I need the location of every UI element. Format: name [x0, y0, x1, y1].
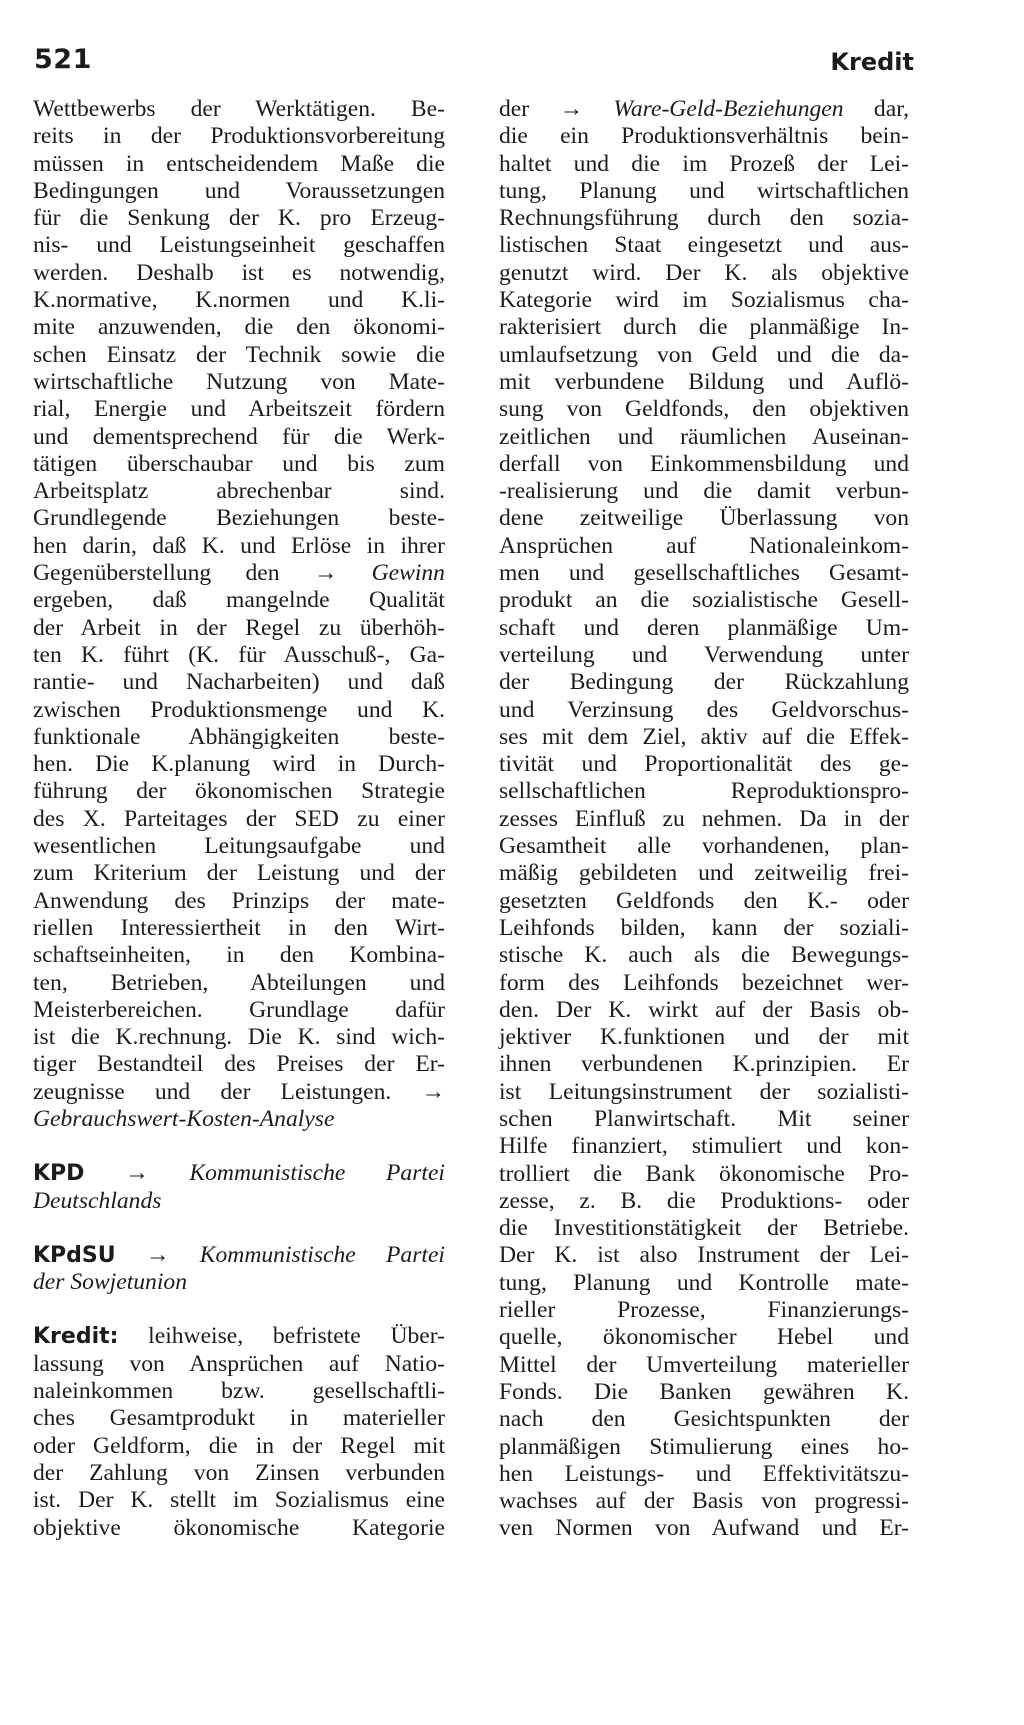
entry-gap [33, 1296, 445, 1323]
text-line: schen Planwirtschaft. Mit seiner [499, 1105, 909, 1132]
text-line: ten, Betrieben, Abteilungen und [33, 969, 445, 996]
text-line-with-reference [499, 96, 909, 123]
text-line: sellschaftlichen Reproduktionspro- [499, 778, 909, 805]
text-line: planmäßigen Stimulierung eines ho- [499, 1433, 909, 1460]
text-line: Rechnungsführung durch den sozia- [499, 205, 909, 232]
text-line: müssen in entscheidendem Maße die [33, 150, 445, 177]
text-line: rantie- und Nacharbeiten) und daß [33, 669, 445, 696]
text-line: wirtschaftliche Nutzung von Mate- [33, 368, 445, 395]
cross-reference-arrow: → [559, 96, 584, 122]
text-line: zwischen Produktionsmenge und K. [33, 696, 445, 723]
text-line: -realisierung und die damit verbun- [499, 478, 909, 505]
text-line: umlaufsetzung von Geld und die da- [499, 341, 909, 368]
entry-kredit [33, 1323, 445, 1541]
text-line: objektive ökonomische Kategorie [33, 1514, 445, 1541]
cross-reference-kpd[interactable]: Kommunistische Partei [189, 1160, 445, 1187]
text-line: mäßig gebildeten und zeitweilig frei- [499, 860, 909, 887]
text-line: zum Kriterium der Leistung und der [33, 860, 445, 887]
text-line: ist die K.rechnung. Die K. sind wich- [33, 1024, 445, 1051]
text-line: quelle, ökonomischer Hebel und [499, 1324, 909, 1351]
text-line: genutzt wird. Der K. als objektive [499, 259, 909, 286]
running-head: Kredit [830, 48, 914, 76]
text-line: schaft und deren planmäßige Um- [499, 614, 909, 641]
text-line: hen Leistungs- und Effektivitätszu- [499, 1460, 909, 1487]
entry-line [33, 1323, 445, 1350]
text-line: rieller Prozesse, Finanzierungs- [499, 1297, 909, 1324]
text-line: ches Gesamtprodukt in materieller [33, 1405, 445, 1432]
text-fragment: der [499, 96, 530, 122]
text-line: Bedingungen und Voraussetzungen [33, 177, 445, 204]
text-line: zesse, z. B. die Produktions- oder [499, 1187, 909, 1214]
cross-reference-arrow: → [145, 1241, 170, 1268]
text-line: produkt an die sozialistische Gesell- [499, 587, 909, 614]
text-line: oder Geldform, die in der Regel mit [33, 1432, 445, 1459]
headword-kredit: Kredit: [33, 1324, 119, 1350]
text-line: schaftseinheiten, in den Kombina- [33, 942, 445, 969]
text-line: tung, Planung und wirtschaftlichen [499, 177, 909, 204]
text-line: ergeben, daß mangelnde Qualität [33, 587, 445, 614]
text-line: tivität und Proportionalität des ge- [499, 751, 909, 778]
cross-reference-gewinn[interactable]: Gewinn [371, 560, 445, 587]
text-line: werden. Deshalb ist es notwendig, [33, 259, 445, 286]
cross-reference-arrow: → [421, 1078, 445, 1105]
page-number: 521 [34, 44, 92, 75]
text-line: und dementsprechend für die Werk- [33, 423, 445, 450]
text-line: ist. Der K. stellt im Sozialismus eine [33, 1487, 445, 1514]
text-line: Mittel der Umverteilung materieller [499, 1351, 909, 1378]
text-line: der Arbeit in der Regel zu überhöh- [33, 614, 445, 641]
text-line: funktionale Abhängigkeiten beste- [33, 723, 445, 750]
text-line: riellen Interessiertheit in den Wirt- [33, 914, 445, 941]
text-line: wesentlichen Leitungsaufgabe und [33, 833, 445, 860]
text-line: Ansprüchen auf Nationaleinkom- [499, 532, 909, 559]
entry-line [33, 1160, 445, 1187]
text-line: ihnen verbundenen K.prinzipien. Er [499, 1051, 909, 1078]
text-line: Wettbewerbs der Werktätigen. Be- [33, 96, 445, 122]
text-line: reits in der Produktionsvorbereitung [33, 123, 445, 150]
text-line: mite anzuwenden, die den ökonomi- [33, 314, 445, 341]
text-fragment: Gegenüberstellung den [33, 560, 280, 587]
kosten-entry-continuation [33, 96, 445, 1133]
cross-reference-arrow: → [313, 560, 338, 587]
text-line: die Investitionstätigkeit der Betriebe. [499, 1215, 909, 1242]
text-line: ven Normen von Aufwand und Er- [499, 1515, 909, 1542]
cross-reference-kpdsu[interactable]: Kommunistische Partei [199, 1241, 445, 1268]
text-line: rakterisiert durch die planmäßige In- [499, 314, 909, 341]
text-line: ist Leitungsinstrument der sozialisti- [499, 1078, 909, 1105]
text-line: ses mit dem Ziel, aktiv auf die Effek- [499, 723, 909, 750]
text-line: hen darin, daß K. und Erlöse in ihrer [33, 532, 445, 559]
text-line: Meisterbereichen. Grundlage dafür [33, 996, 445, 1023]
text-line: form des Leihfonds bezeichnet wer- [499, 969, 909, 996]
entry-kpd [33, 1160, 445, 1215]
text-line: K.normative, K.normen und K.li- [33, 287, 445, 314]
text-line: trolliert die Bank ökonomische Pro- [499, 1160, 909, 1187]
text-line: zeitlichen und räumlichen Auseinan- [499, 423, 909, 450]
text-line: naleinkommen bzw. gesellschaftli- [33, 1378, 445, 1405]
text-line: nach den Gesichtspunkten der [499, 1406, 909, 1433]
text-line: hen. Die K.planung wird in Durch- [33, 751, 445, 778]
cross-reference-kpdsu-cont[interactable]: der Sowjetunion [33, 1269, 188, 1296]
text-line: dene zeitweilige Überlassung von [499, 505, 909, 532]
text-line-with-reference [33, 1079, 445, 1106]
text-line: Hilfe finanziert, stimuliert und kon- [499, 1133, 909, 1160]
cross-reference-ware-geld[interactable]: Ware-Geld-Beziehungen [613, 96, 844, 122]
text-line: mit verbundene Bildung und Auflö- [499, 368, 909, 395]
text-line-with-reference [33, 560, 445, 587]
text-line: der Zahlung von Zinsen verbunden [33, 1459, 445, 1486]
text-line: den. Der K. wirkt auf der Basis ob- [499, 996, 909, 1023]
text-line: Kategorie wird im Sozialismus cha- [499, 287, 909, 314]
text-fragment: dar, [873, 96, 910, 122]
text-line: Anwendung des Prinzips der mate- [33, 887, 445, 914]
text-line: die ein Produktionsverhältnis bein- [499, 123, 909, 150]
entry-kpdsu [33, 1242, 445, 1297]
left-column [33, 96, 445, 1542]
text-line: nis- und Leistungseinheit geschaffen [33, 232, 445, 259]
headword-kpdsu: KPdSU [33, 1242, 116, 1268]
text-line: men und gesellschaftliches Gesamt- [499, 560, 909, 587]
text-line: wachses auf der Basis von progressi- [499, 1488, 909, 1515]
text-line: zesses Einfluß zu nehmen. Da in der [499, 805, 909, 832]
text-line: Leihfonds bilden, kann der soziali- [499, 914, 909, 941]
text-line: und Verzinsung des Geldvorschus- [499, 696, 909, 723]
entry-gap [33, 1133, 445, 1160]
text-line: sung von Geldfonds, den objektiven [499, 396, 909, 423]
text-fragment: zeugnisse und der Leistungen. [33, 1078, 392, 1105]
text-line: listischen Staat eingesetzt und aus- [499, 232, 909, 259]
text-line: rial, Energie und Arbeitszeit fördern [33, 396, 445, 423]
text-line: Arbeitsplatz abrechenbar sind. [33, 478, 445, 505]
text-line: tiger Bestandteil des Preises der Er- [33, 1051, 445, 1078]
text-line: lassung von Ansprüchen auf Natio- [33, 1350, 445, 1377]
text-line: stische K. auch als die Bewegungs- [499, 942, 909, 969]
text-line: der Bedingung der Rückzahlung [499, 669, 909, 696]
text-line: des X. Parteitages der SED zu einer [33, 805, 445, 832]
headword-kpd: KPD [33, 1161, 85, 1187]
right-column [499, 96, 909, 1543]
entry-gap [33, 1215, 445, 1242]
text-line: Fonds. Die Banken gewähren K. [499, 1378, 909, 1405]
text-line: tätigen überschaubar und bis zum [33, 450, 445, 477]
cross-reference-arrow: → [125, 1160, 149, 1187]
text-line: ten K. führt (K. für Ausschuß-, Ga- [33, 641, 445, 668]
text-line: tung, Planung und Kontrolle mate- [499, 1269, 909, 1296]
text-line: haltet und die im Prozeß der Lei- [499, 150, 909, 177]
text-line: für die Senkung der K. pro Erzeug- [33, 205, 445, 232]
text-fragment: leihweise, befristete Über- [148, 1323, 445, 1350]
cross-reference-gebrauchswert[interactable]: Gebrauchswert-Kosten-Analyse [33, 1105, 335, 1132]
text-line: Gesamtheit alle vorhandenen, plan- [499, 833, 909, 860]
text-line: Grundlegende Beziehungen beste- [33, 505, 445, 532]
entry-line [33, 1242, 445, 1269]
text-line: gesetzten Geldfonds den K.- oder [499, 887, 909, 914]
text-line: Der K. ist also Instrument der Lei- [499, 1242, 909, 1269]
text-line: führung der ökonomischen Strategie [33, 778, 445, 805]
text-line: jektiver K.funktionen und der mit [499, 1024, 909, 1051]
text-line: verteilung und Verwendung unter [499, 641, 909, 668]
text-line: derfall von Einkommensbildung und [499, 450, 909, 477]
cross-reference-kpd-cont[interactable]: Deutschlands [33, 1187, 162, 1214]
text-line: schen Einsatz der Technik sowie die [33, 341, 445, 368]
